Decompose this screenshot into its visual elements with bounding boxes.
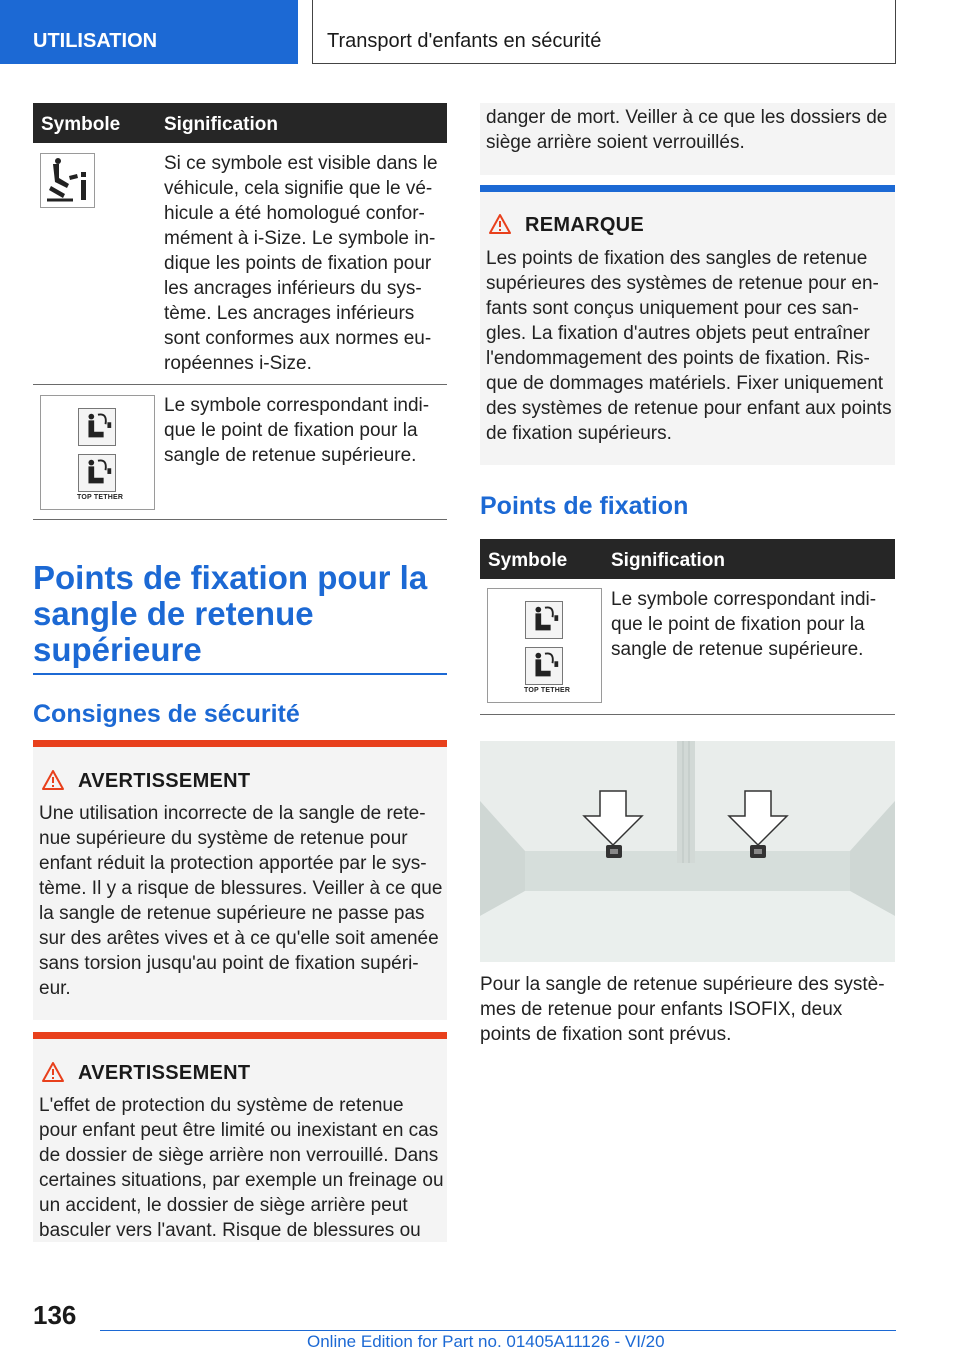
warning-text: Une utilisation incorrecte de la sangle de rete- nue supérieure du système de retenue pour enfant réduit la protection apportée par le sys- tème. Il y a risque de blessures. Veiller à ce que la sangle de retenue supérieure ne passe pas sur des arêtes vives et à ce qu'elle soit amenée sans torsion jusqu'au point de fixation supéri- eur.: [39, 803, 443, 999]
table-header: [33, 103, 447, 143]
warning-label: AVERTISSEMENT: [78, 1062, 251, 1084]
warning-triangle-icon: [41, 769, 65, 791]
row-meaning-text: Le symbole correspondant indi- que le point de fixation pour la sangle de retenue supérieure.: [164, 395, 430, 466]
row-meaning-text: Si ce symbole est visible dans le véhicule, cela signifie que le vé- hicule a été homologué confor- mément à i-Size. Le symbole in- dique les points de fixation pour les ancrages inférieurs du sys- tème. Les ancrages inférieurs sont conformes aux normes eu- ropéennes i-Size.: [164, 153, 438, 374]
remark-bar: [480, 185, 895, 192]
trunk-anchor-illustration: [480, 741, 895, 962]
page-number: 136: [33, 1300, 77, 1330]
isofix-isize-icon: [40, 153, 95, 208]
top-tether-icon: [487, 588, 602, 703]
warning-bar: [33, 1032, 447, 1039]
footer-edition-link[interactable]: Online Edition for Part no. 01405A11126 - VI/20: [307, 1332, 665, 1351]
symbol-table-right: [480, 539, 895, 715]
fixation-title: Points de fixation: [480, 492, 689, 520]
warning-box: [33, 740, 447, 1020]
table-row: [33, 143, 447, 385]
col-meaning-header: Signification: [164, 114, 278, 135]
top-tether-icon: [40, 395, 155, 510]
col-symbol-header: Symbole: [488, 550, 568, 571]
remark-box: [480, 185, 895, 465]
remark-label: REMARQUE: [525, 214, 645, 236]
warning-continuation-box: [480, 103, 895, 175]
section-title: Points de fixation pour la sangle de retenue supérieure: [33, 559, 428, 668]
footer-rule: [100, 1330, 896, 1331]
col-symbol-header: Symbole: [41, 114, 121, 135]
top-tether-label: TOP TETHER: [77, 494, 124, 501]
warning-bar: [33, 740, 447, 747]
header-chapter-label: Transport d'enfants en sécurité: [327, 30, 602, 52]
warning-label: AVERTISSEMENT: [78, 770, 251, 792]
row-meaning-text: Le symbole correspondant indi- que le point de fixation pour la sangle de retenue supérieure.: [611, 589, 877, 660]
notice-triangle-icon: [488, 213, 512, 235]
warning-text: L'effet de protection du système de retenue pour enfant peut être limité ou inexistant en cas de dossier de siège arrière non verrouillé. Dans certaines situations, par exemple un freinage ou un accident, le dossier de siège arrière peut basculer vers l'avant. Risque de blessures ou: [39, 1095, 444, 1241]
symbol-table-left: [33, 103, 447, 520]
header-chapter-box: [312, 0, 896, 64]
col-meaning-header: Signification: [611, 550, 725, 571]
section-rule: [33, 673, 447, 675]
illustration-caption: Pour la sangle de retenue supérieure des systè- mes de retenue pour enfants ISOFIX, deux points de fixation sont prévus.: [480, 974, 885, 1045]
remark-text: Les points de fixation des sangles de retenue supérieures des systèmes de retenue pour en- fants sont conçus uniquement pour ces san- gles. La fixation d'autres objets peut entraîner l'endommagement des points de fixation. Ris- que de dommages matériels. Fixer uniquement des systèmes de retenue pour enfant aux points de fixation supérieurs.: [486, 248, 892, 444]
warning-continuation-text: danger de mort. Veiller à ce que les dossiers de siège arrière soient verrouillés.: [486, 107, 888, 153]
table-row: [480, 579, 895, 715]
warning-triangle-icon: [41, 1061, 65, 1083]
header-section-label: UTILISATION: [33, 30, 158, 52]
safety-title: Consignes de sécurité: [33, 700, 300, 728]
warning-box: [33, 1032, 447, 1242]
top-tether-label: TOP TETHER: [524, 687, 571, 694]
header-section-tab: [0, 0, 298, 64]
table-header: [480, 539, 895, 579]
table-row: [33, 385, 447, 520]
